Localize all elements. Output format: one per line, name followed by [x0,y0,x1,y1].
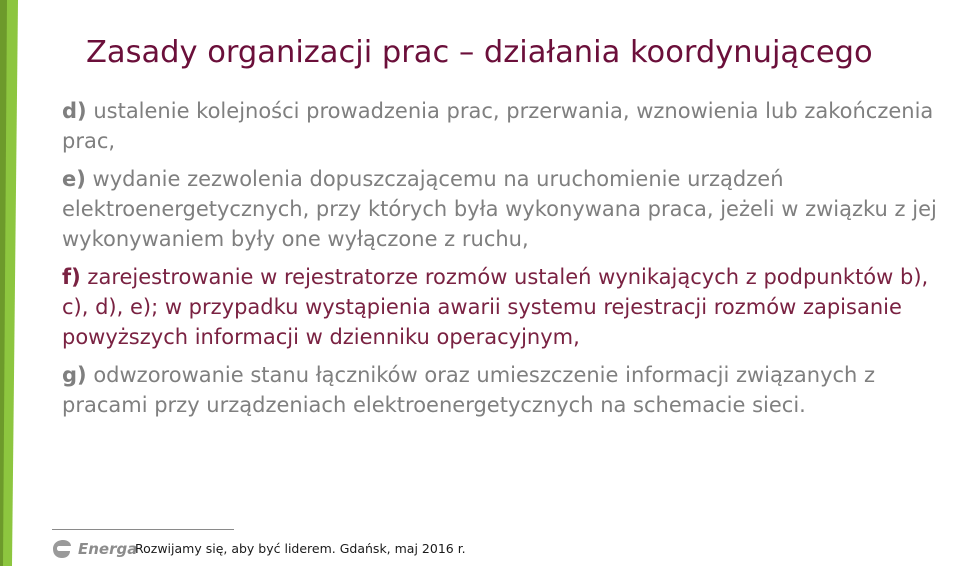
list-item-g [62,360,952,420]
slide-title: Zasady organizacji prac – działania koordynującego [86,35,873,70]
item-letter: f) [62,265,81,289]
item-text: odwzorowanie stanu łączników oraz umieszczenie informacji związanych z pracami przy urządzeniach elektroenergetycznych na schemacie sieci. [62,363,876,417]
energa-logo [50,536,137,562]
item-letter: g) [62,363,87,387]
item-text: ustalenie kolejności prowadzenia prac, przerwania, wznowienia lub zakończenia prac, [62,99,934,153]
left-accent-stripe [0,0,18,566]
energa-logo-icon [50,538,74,560]
slide-body [62,96,952,428]
list-item-f [62,262,952,352]
logo-wordmark: Energa [78,540,138,558]
item-text: wydanie zezwolenia dopuszczającemu na uruchomienie urządzeń elektroenergetycznych, przy których była wykonywana praca, jeżeli w związku z jej wykonywaniem były one wyłączone z ruchu, [62,167,937,251]
footer-tagline: Rozwijamy się, aby być liderem. Gdańsk, maj 2016 r. [135,541,466,556]
item-letter: d) [62,99,87,123]
list-item-e [62,164,952,254]
footer-divider [52,529,234,530]
item-text: zarejestrowanie w rejestratorze rozmów ustaleń wynikających z podpunktów b), c), d), e); w przypadku wystąpienia awarii systemu rejestracji rozmów zapisanie powyższych informacji w dzienniku operacyjnym, [62,265,929,349]
item-letter: e) [62,167,86,191]
list-item-d [62,96,952,156]
